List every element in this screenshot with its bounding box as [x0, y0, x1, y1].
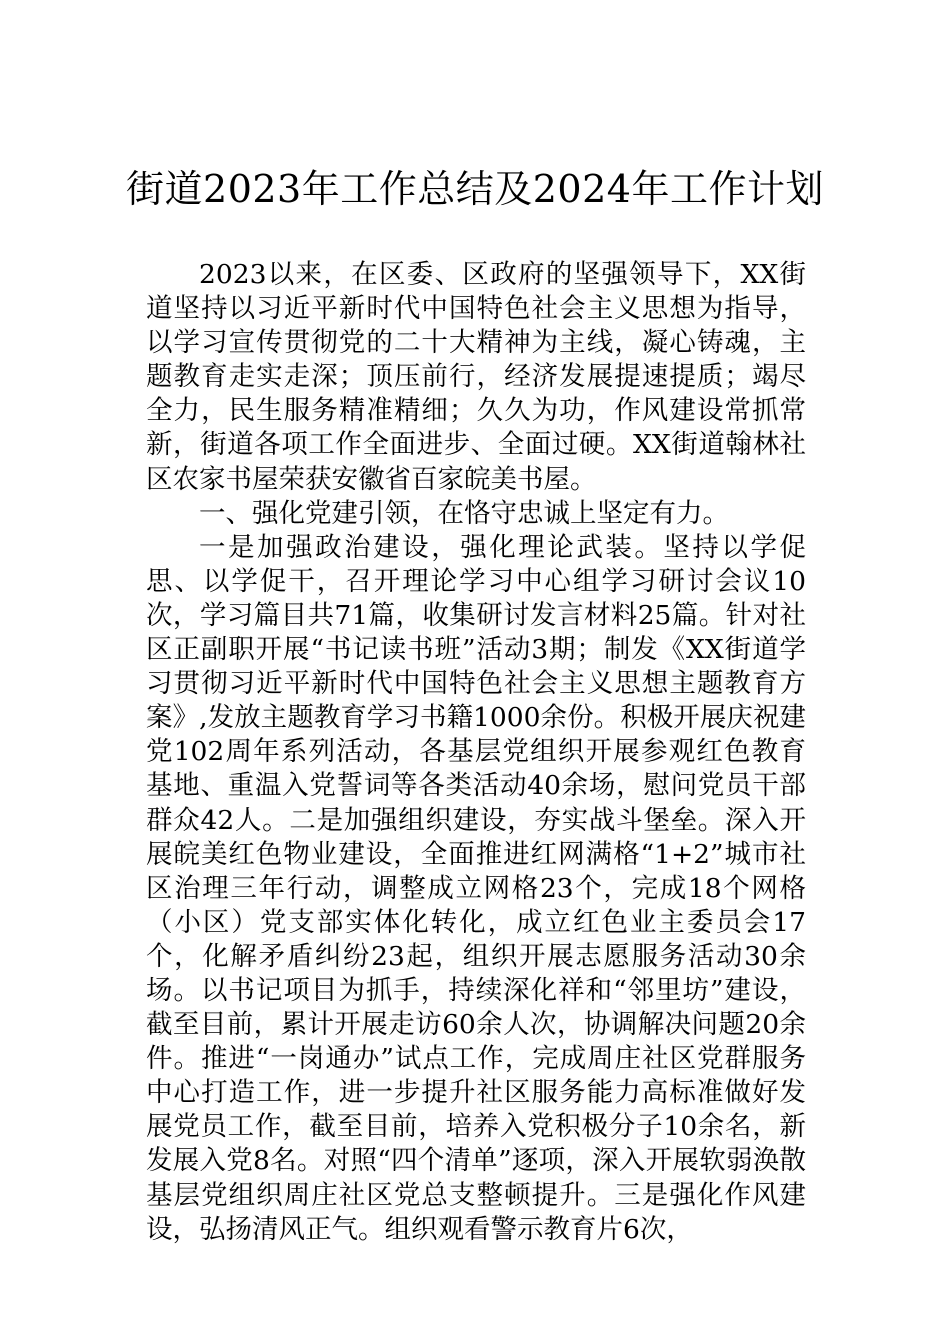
- paragraph-party-building: 一是加强政治建设，强化理论武装。坚持以学促思、以学促干，召开理论学习中心组学习研讨会议10次，学习篇目共71篇，收集研讨发言材料25篇。针对社区正副职开展“书记读书班”活动3期；制发《XX街道学习贯彻习近平新时代中国特色社会主义思想主题教育方案》,发放主题教育学习书籍1000余份。积极开展庆祝建党102周年系列活动，各基层党组织开展参观红色教育基地、重温入党誓词等各类活动40余场，慰问党员干部群众42人。二是加强组织建设，夯实战斗堡垒。深入开展皖美红色物业建设，全面推进红网满格“1+2”城市社区治理三年行动，调整成立网格23个，完成18个网格（小区）党支部实体化转化，成立红色业主委员会17个，化解矛盾纠纷23起，组织开展志愿服务活动30余场。以书记项目为抓手，持续深化祥和“邻里坊”建设，截至目前，累计开展走访60余人次，协调解决问题20余件。推进“一岗通办”试点工作，完成周庄社区党群服务中心打造工作，进一步提升社区服务能力高标准做好发展党员工作，截至目前，培养入党积极分子10余名，新发展入党8名。对照“四个清单”逐项，深入开展软弱涣散基层党组织周庄社区党总支整顿提升。三是强化作风建设，弘扬清风正气。组织观看警示教育片6次，: [146, 531, 806, 1245]
- document-title: 街道2023年工作总结及2024年工作计划: [126, 167, 824, 211]
- document-body: [146, 258, 806, 1247]
- section-heading-1: 一、强化党建引领，在恪守忠诚上坚定有力。: [199, 497, 729, 529]
- paragraph-intro: 2023以来，在区委、区政府的坚强领导下，XX街道坚持以习近平新时代中国特色社会主义思想为指导，以学习宣传贯彻党的二十大精神为主线，凝心铸魂，主题教育走实走深；顶压前行，经济发展提速提质；竭尽全力，民生服务精准精细；久久为功，作风建设常抓常新，街道各项工作全面进步、全面过硬。XX街道翰林社区农家书屋荣获安徽省百家皖美书屋。: [146, 259, 806, 495]
